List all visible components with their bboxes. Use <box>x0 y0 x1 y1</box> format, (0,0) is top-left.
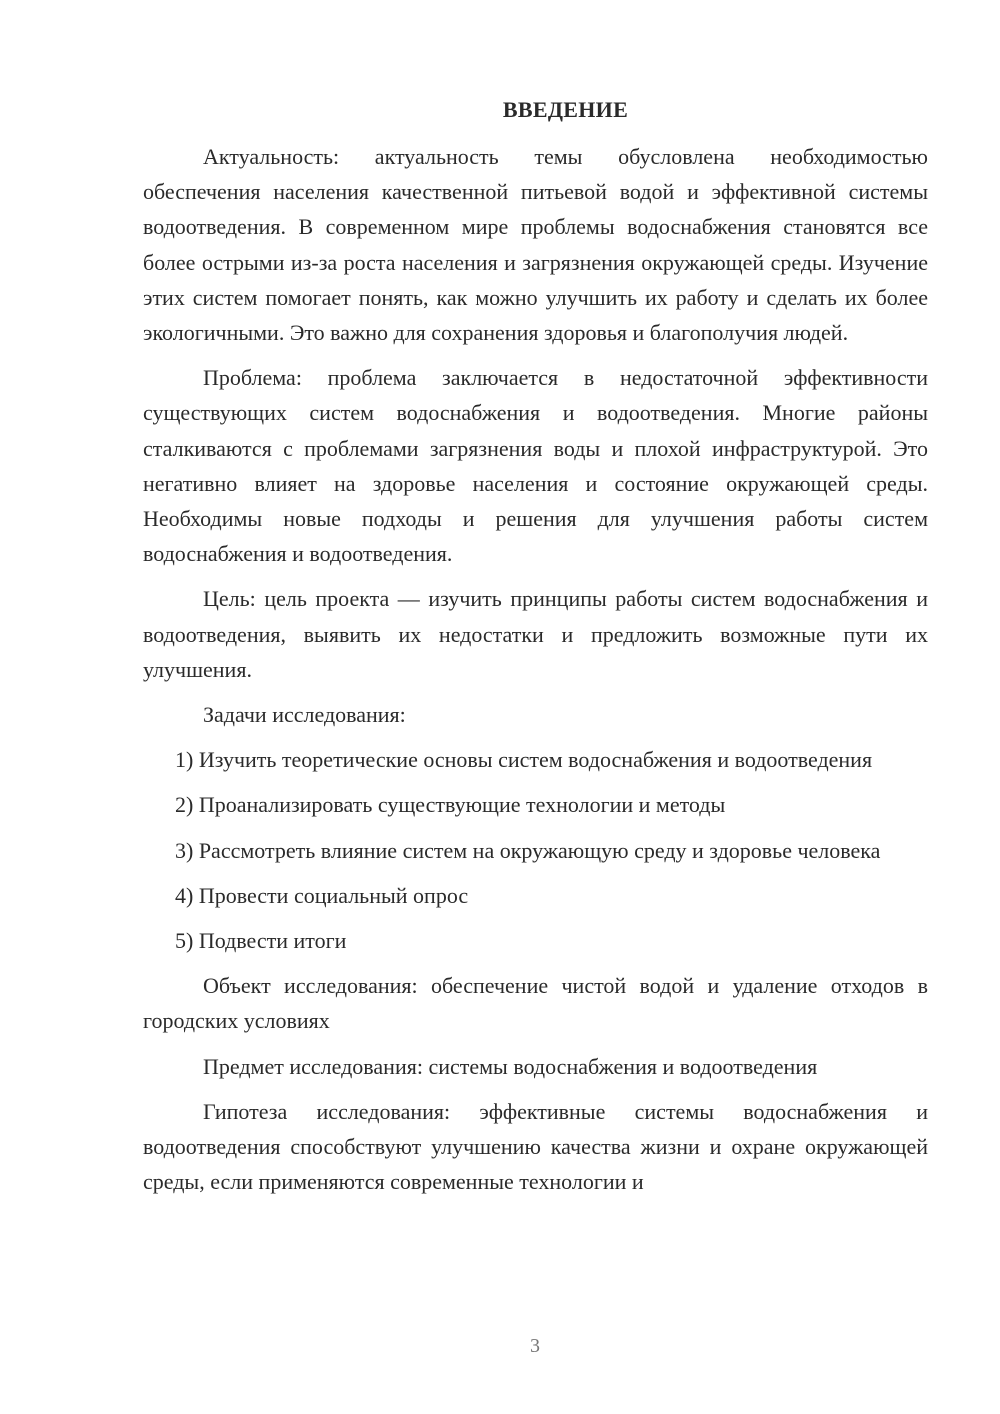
paragraph-tasks-intro: Задачи исследования: <box>203 702 406 728</box>
task-item: 1) Изучить теоретические основы систем водоснабжения и водоотведения <box>175 747 873 773</box>
task-item: 3) Рассмотреть влияние систем на окружающую среду и здоровье человека <box>175 837 881 863</box>
paragraph-hypothesis: Гипотеза исследования: эффективные системы водоснабжения и водоотведения способствуют улучшению качества жизни и охране окружающей среды, если применяются современные технологии и <box>143 1098 928 1195</box>
page-number: 3 <box>530 1335 540 1357</box>
task-item: 4) Провести социальный опрос <box>175 882 469 908</box>
paragraph-subject: Предмет исследования: системы водоснабжения и водоотведения <box>203 1053 818 1079</box>
paragraph-object: Объект исследования: обеспечение чистой водой и удаление отходов в городских условиях <box>143 973 928 1034</box>
paragraph-problem: Проблема: проблема заключается в недостаточной эффективности существующих систем водоснабжения и водоотведения. Многие районы сталкиваются с проблемами загрязнения воды и плохой инфраструктурой. Это негативно влияет на здоровье населения и состояние окружающей среды. Необходимы новые подходы и решения для улучшения работы систем водоснабжения и водоотведения. <box>143 365 928 567</box>
paragraph-relevance: Актуальность: актуальность темы обусловлена необходимостью обеспечения населения качественной питьевой водой и эффективной системы водоотведения. В современном мире проблемы водоснабжения становятся все более острыми из-за роста населения и загрязнения окружающей среды. Изучение этих систем помогает понять, как можно улучшить их работу и сделать их более экологичными. Это важно для сохранения здоровья и благополучия людей. <box>143 144 928 346</box>
section-heading: ВВЕДЕНИЕ <box>502 97 629 122</box>
paragraph-goal: Цель: цель проекта — изучить принципы работы систем водоснабжения и водоотведения, выявить их недостатки и предложить возможные пути их улучшения. <box>143 586 928 682</box>
task-item: 2) Проанализировать существующие технологии и методы <box>175 792 726 818</box>
page-content <box>143 95 928 1209</box>
task-item: 5) Подвести итоги <box>175 928 347 954</box>
